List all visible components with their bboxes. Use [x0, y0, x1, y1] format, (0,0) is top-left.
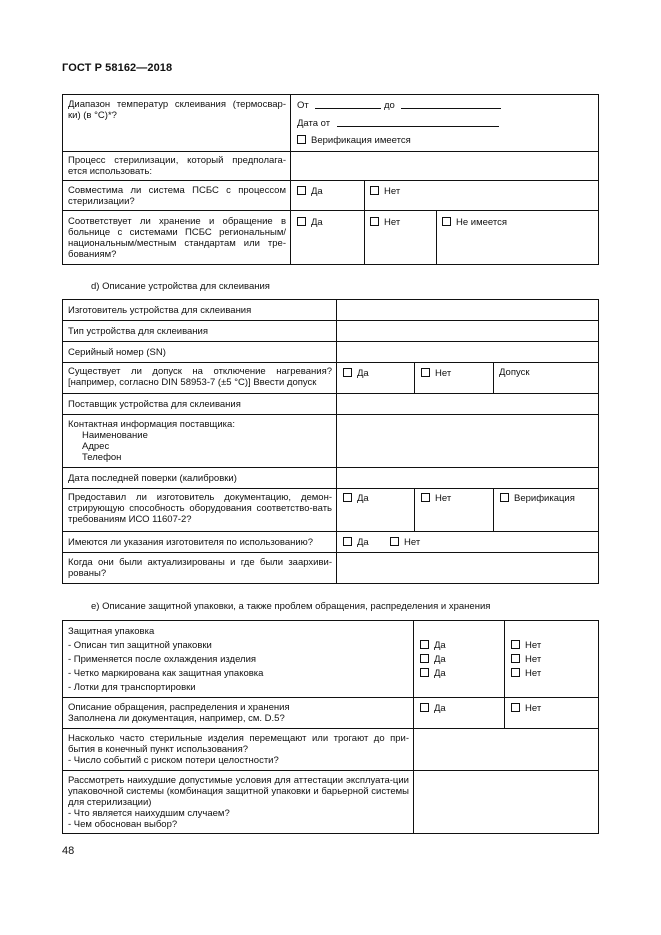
no-label: Нет: [525, 668, 542, 679]
integrity-risk-events-question: - Число событий с риском потери целостности?: [68, 755, 279, 766]
packaging-item-type: - Описан тип защитной упаковки: [68, 640, 212, 651]
instructions-yes-checkbox[interactable]: [343, 537, 369, 548]
handling-documentation-question: Заполнена ли документация, например, см. D.5?: [68, 713, 285, 724]
justification-question: - Чем обоснован выбор?: [68, 819, 178, 830]
no-label: Нет: [525, 654, 542, 665]
page-number: 48: [62, 845, 75, 857]
section-e-title: е) Описание защитной упаковки, а также проблем обращения, распределения и хранения: [91, 601, 491, 612]
no-label: Нет: [525, 703, 542, 714]
sterilization-process-question: Процесс стерилизации, который предполага-ется использовать:: [68, 155, 286, 177]
compatibility-question: Совместима ли система ПСБС с процессом стерилизации?: [68, 185, 286, 207]
no-label: Нет: [384, 217, 401, 228]
movement-frequency-question: Насколько часто стерильные изделия перемещают или трогают до при-бытия в конечный пункт использования?: [68, 733, 409, 755]
checkbox-icon: [343, 537, 352, 546]
verification-checkbox[interactable]: [297, 135, 411, 146]
update-archive-question: Когда они были актуализированы и где были заархиви-рованы?: [68, 557, 332, 579]
checkbox-icon: [420, 654, 429, 663]
checkbox-icon: [500, 493, 509, 502]
tolerance-question: Существует ли допуск на отключение нагревания? [например, согласно DIN 58953-7 (±5 °С)] Ввести допуск: [68, 366, 332, 388]
handling-description-label: Описание обращения, распределения и хранения: [68, 702, 290, 713]
worst-case-conditions-text: Рассмотреть наихудшие допустимые условия для аттестации эксплуата-ции упаковочной системы (комбинация защитной упаковки и барьерной системы для стерилизации): [68, 775, 409, 808]
protective-packaging-title: Защитная упаковка: [68, 626, 155, 637]
yes-label: Да: [357, 493, 369, 504]
supplier-address-label: Адрес: [82, 441, 110, 452]
tolerance-value-label: Допуск: [499, 367, 530, 378]
docs-no-checkbox[interactable]: [421, 493, 451, 504]
checkbox-icon: [511, 654, 520, 663]
checkbox-icon: [370, 217, 379, 226]
checkbox-icon: [420, 703, 429, 712]
no-label: Нет: [384, 186, 401, 197]
yes-label: Да: [357, 368, 369, 379]
yes-label: Да: [434, 703, 446, 714]
tolerance-no-checkbox[interactable]: [421, 368, 451, 379]
docs-yes-checkbox[interactable]: [343, 493, 369, 504]
checkbox-icon: [420, 668, 429, 677]
compat-yes-checkbox[interactable]: [297, 186, 323, 197]
supplier-label: Поставщик устройства для склеивания: [68, 399, 241, 410]
checkbox-icon: [343, 493, 352, 502]
storage-compliance-question: Соответствует ли хранение и обращение в больнице с системами ПСБС региональным/ национальным/местным стандартам или тре-бованиям?: [68, 216, 286, 260]
date-field[interactable]: [297, 117, 499, 129]
compat-no-checkbox[interactable]: [370, 186, 400, 197]
supplier-name-label: Наименование: [82, 430, 148, 441]
from-label: От: [297, 100, 309, 111]
verification-label: Верификация имеется: [311, 135, 411, 146]
checkbox-icon: [421, 368, 430, 377]
handling-no-checkbox[interactable]: [511, 703, 541, 714]
type-no-checkbox[interactable]: [511, 640, 541, 651]
no-label: Нет: [404, 537, 421, 548]
yes-label: Да: [434, 640, 446, 651]
packaging-item-trays: - Лотки для транспортировки: [68, 682, 196, 693]
yes-label: Да: [357, 537, 369, 548]
verification-label: Верификация: [514, 493, 575, 504]
cooling-no-checkbox[interactable]: [511, 654, 541, 665]
marking-yes-checkbox[interactable]: [420, 668, 446, 679]
checkbox-icon: [420, 640, 429, 649]
cooling-yes-checkbox[interactable]: [420, 654, 446, 665]
serial-number-label: Серийный номер (SN): [68, 347, 166, 358]
storage-no-checkbox[interactable]: [370, 217, 400, 228]
checkbox-icon: [511, 703, 520, 712]
docs-verification-checkbox[interactable]: [500, 493, 575, 504]
temperature-range-question: Диапазон температур склеивания (термосвар-ки) (в °С)*?: [68, 99, 286, 121]
section-d-title: d) Описание устройства для склеивания: [91, 281, 270, 292]
worst-case-question: - Что является наихудшим случаем?: [68, 808, 230, 819]
handling-yes-checkbox[interactable]: [420, 703, 446, 714]
type-yes-checkbox[interactable]: [420, 640, 446, 651]
document-header: ГОСТ Р 58162—2018: [62, 62, 173, 74]
storage-none-checkbox[interactable]: [442, 217, 507, 228]
to-label: до: [384, 100, 395, 111]
yes-label: Да: [434, 654, 446, 665]
yes-label: Да: [434, 668, 446, 679]
yes-label: Да: [311, 217, 323, 228]
checkbox-icon: [297, 186, 306, 195]
no-label: Нет: [435, 493, 452, 504]
instructions-question: Имеются ли указания изготовителя по использованию?: [68, 537, 314, 548]
supplier-contact-title: Контактная информация поставщика:: [68, 419, 235, 430]
date-label: Дата от: [297, 118, 331, 129]
device-type-label: Тип устройства для склеивания: [68, 326, 208, 337]
checkbox-icon: [297, 217, 306, 226]
temperature-from-field[interactable]: [297, 99, 381, 111]
temperature-to-field[interactable]: [384, 99, 501, 111]
instructions-no-checkbox[interactable]: [390, 537, 420, 548]
tolerance-yes-checkbox[interactable]: [343, 368, 369, 379]
checkbox-icon: [390, 537, 399, 546]
checkbox-icon: [511, 668, 520, 677]
checkbox-icon: [421, 493, 430, 502]
storage-yes-checkbox[interactable]: [297, 217, 323, 228]
checkbox-icon: [343, 368, 352, 377]
checkbox-icon: [370, 186, 379, 195]
supplier-phone-label: Телефон: [82, 452, 122, 463]
packaging-item-marking: - Четко маркирована как защитная упаковка: [68, 668, 264, 679]
calibration-date-label: Дата последней поверки (калибровки): [68, 473, 237, 484]
checkbox-icon: [511, 640, 520, 649]
packaging-item-cooling: - Применяется после охлаждения изделия: [68, 654, 257, 665]
checkbox-icon: [297, 135, 306, 144]
device-manufacturer-label: Изготовитель устройства для склеивания: [68, 305, 252, 316]
no-label: Нет: [435, 368, 452, 379]
marking-no-checkbox[interactable]: [511, 668, 541, 679]
documentation-question: Предоставил ли изготовитель документацию, демон-стрирующую способность оборудования соответство-вать требованиям ИСО 11607-2?: [68, 492, 332, 525]
checkbox-icon: [442, 217, 451, 226]
no-label: Нет: [525, 640, 542, 651]
yes-label: Да: [311, 186, 323, 197]
none-label: Не имеется: [456, 217, 508, 228]
